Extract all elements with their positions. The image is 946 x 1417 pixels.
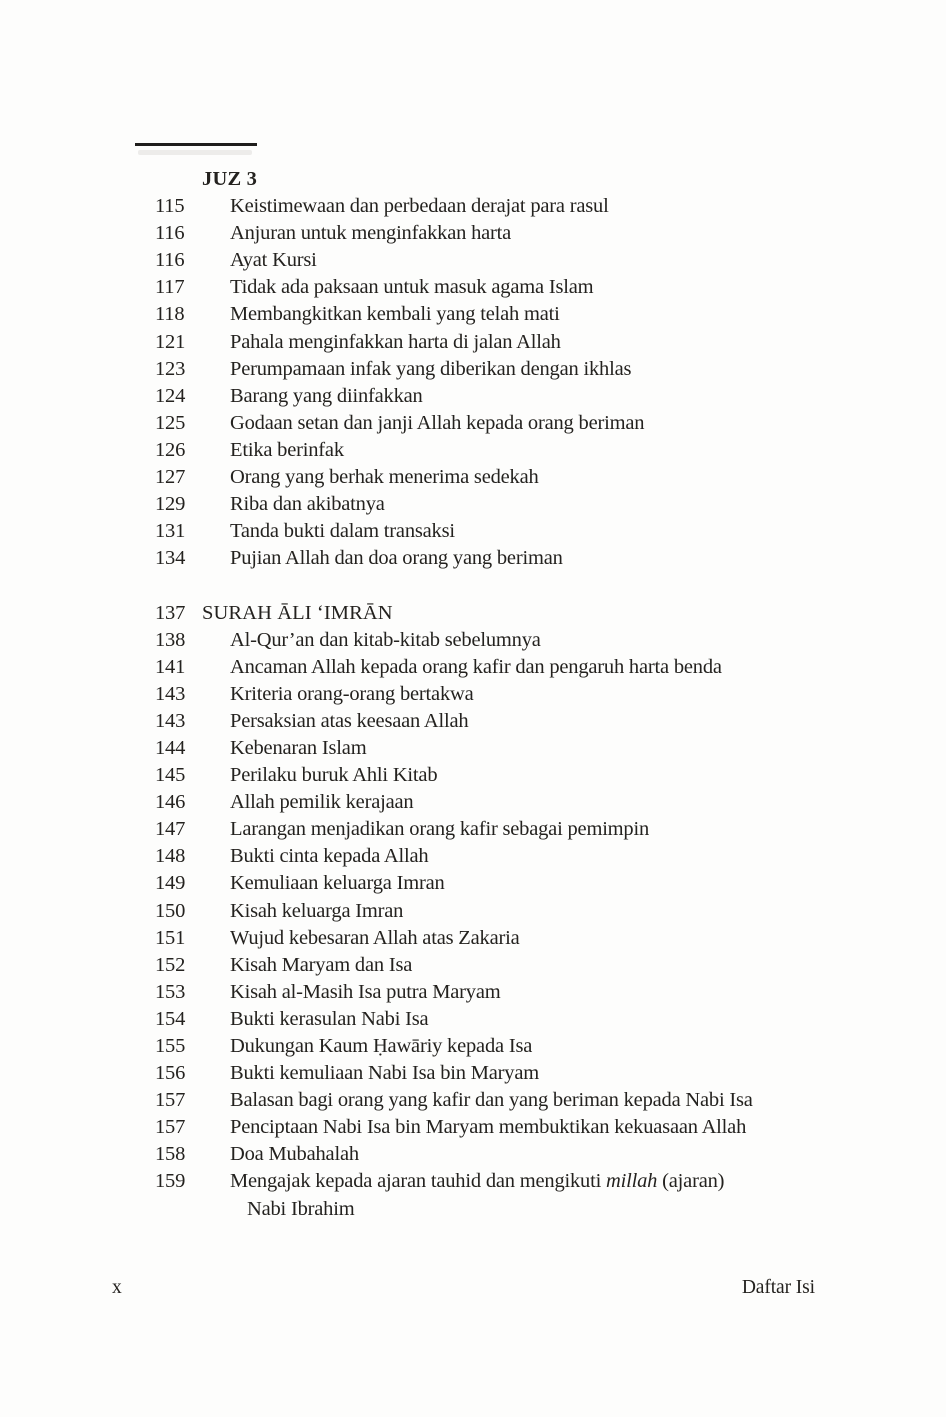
- page-number: 143: [155, 709, 186, 732]
- page-number: 131: [155, 520, 186, 543]
- page-number: 145: [155, 764, 186, 787]
- toc-row: [155, 329, 895, 356]
- toc-row: [155, 789, 895, 816]
- entry-title: Doa Mubahalah: [230, 1143, 359, 1166]
- page-number: 157: [155, 1089, 186, 1112]
- entry-title-suffix: (ajaran): [657, 1170, 725, 1193]
- page-number: 143: [155, 682, 186, 705]
- entry-title: Orang yang berhak menerima sedekah: [230, 466, 539, 489]
- page-number: 147: [155, 818, 186, 841]
- surah-item-list: [155, 627, 895, 1169]
- page-number: 152: [155, 953, 186, 976]
- toc-row: [155, 816, 895, 843]
- toc-row: [155, 383, 895, 410]
- toc-row: [155, 898, 895, 925]
- toc-row-wrapped: [155, 1168, 895, 1222]
- entry-title: Balasan bagi orang yang kafir dan yang beriman kepada Nabi Isa: [230, 1089, 753, 1112]
- toc-row: [155, 1060, 895, 1087]
- page-number: 148: [155, 845, 186, 868]
- toc-row: [155, 491, 895, 518]
- page-number: 115: [155, 195, 185, 218]
- page-number: 134: [155, 547, 186, 570]
- page-number: 144: [155, 736, 186, 759]
- toc-row: [155, 410, 895, 437]
- juz-item-list: [155, 193, 895, 572]
- page-number: 121: [155, 330, 186, 353]
- page-number: 151: [155, 926, 186, 949]
- toc-row: [155, 1033, 895, 1060]
- toc-row: [155, 356, 895, 383]
- toc-row: [155, 952, 895, 979]
- toc-row: [155, 193, 895, 220]
- toc-row: [155, 1006, 895, 1033]
- page-number: 118: [155, 303, 185, 326]
- running-footer-label: Daftar Isi: [741, 1277, 815, 1298]
- entry-title: Etika berinfak: [230, 438, 344, 461]
- page-number: 141: [155, 655, 186, 678]
- page-number: 137: [155, 601, 186, 624]
- page-number: 159: [155, 1170, 186, 1193]
- toc-row: [155, 654, 895, 681]
- page-number: 138: [155, 628, 186, 651]
- entry-title: Pujian Allah dan doa orang yang beriman: [230, 547, 563, 570]
- section-gap: [155, 572, 895, 599]
- page-number: 129: [155, 493, 186, 516]
- entry-title: Perilaku buruk Ahli Kitab: [230, 764, 438, 787]
- page-number: 155: [155, 1035, 186, 1057]
- toc-row: [155, 925, 895, 952]
- toc-row: [155, 220, 895, 247]
- entry-title: Kriteria orang-orang bertakwa: [230, 682, 474, 705]
- toc-row: [155, 518, 895, 545]
- entry-title: Larangan menjadikan orang kafir sebagai pemimpin: [230, 818, 650, 841]
- page-number: 153: [155, 980, 186, 1003]
- page-number: 149: [155, 872, 186, 895]
- toc-row: [155, 681, 895, 708]
- page-footer: [112, 1277, 815, 1299]
- toc-row: [155, 870, 895, 897]
- folio-page-number: x: [112, 1277, 122, 1298]
- entry-title: Keistimewaan dan perbedaan derajat para rasul: [230, 195, 609, 218]
- header-rule: [135, 143, 257, 146]
- entry-title: Ancaman Allah kepada orang kafir dan pengaruh harta benda: [230, 655, 722, 678]
- toc-row: [155, 545, 895, 572]
- entry-title-italic-term: millah: [606, 1170, 658, 1193]
- entry-title: Dukungan Kaum Ḥawāriy kepada Isa: [230, 1035, 533, 1057]
- toc-row: [155, 979, 895, 1006]
- page-number: 146: [155, 791, 186, 814]
- juz-header: JUZ 3: [202, 168, 258, 190]
- page-number: 116: [155, 222, 185, 245]
- entry-title: Membangkitkan kembali yang telah mati: [230, 303, 560, 326]
- toc-row: [155, 1114, 895, 1141]
- page-number: 157: [155, 1116, 186, 1139]
- entry-title-prefix: Mengajak kepada ajaran tauhid dan mengikuti: [230, 1170, 607, 1193]
- entry-title: [230, 1168, 724, 1222]
- entry-title: Perumpamaan infak yang diberikan dengan ikhlas: [230, 357, 632, 380]
- toc-row: [155, 437, 895, 464]
- entry-title: Tanda bukti dalam transaksi: [230, 520, 455, 543]
- juz-header-spacer: [155, 166, 202, 193]
- page-number: 125: [155, 411, 186, 434]
- entry-title: Ayat Kursi: [230, 249, 317, 272]
- entry-title: Bukti kerasulan Nabi Isa: [230, 1007, 429, 1030]
- entry-title: Kebenaran Islam: [230, 736, 367, 759]
- page-number: 126: [155, 438, 186, 461]
- toc-row: [155, 1087, 895, 1114]
- entry-title: Barang yang diinfakkan: [230, 384, 423, 407]
- page-number: 154: [155, 1007, 186, 1030]
- toc-row: [155, 708, 895, 735]
- toc-row: [155, 762, 895, 789]
- toc-row: [155, 464, 895, 491]
- toc-row: [155, 274, 895, 301]
- toc-row: [155, 843, 895, 870]
- page-number: 127: [155, 466, 186, 489]
- entry-title: Kemuliaan keluarga Imran: [230, 872, 445, 895]
- entry-title: Riba dan akibatnya: [230, 493, 385, 516]
- entry-title: Wujud kebesaran Allah atas Zakaria: [230, 926, 520, 949]
- entry-title: Bukti cinta kepada Allah: [230, 845, 429, 868]
- entry-title: Al-Qur’an dan kitab-kitab sebelumnya: [230, 628, 541, 651]
- header-rule-shadow: [138, 150, 252, 155]
- entry-title-continuation: Nabi Ibrahim: [247, 1197, 355, 1220]
- page-number: 117: [155, 276, 185, 299]
- entry-title: Kisah al-Masih Isa putra Maryam: [230, 980, 501, 1003]
- entry-title: Tidak ada paksaan untuk masuk agama Islam: [230, 276, 594, 299]
- toc-row: [155, 627, 895, 654]
- entry-title: Anjuran untuk menginfakkan harta: [230, 222, 512, 245]
- entry-title: Kisah keluarga Imran: [230, 899, 404, 922]
- toc-row: [155, 301, 895, 328]
- entry-title: Bukti kemuliaan Nabi Isa bin Maryam: [230, 1062, 539, 1085]
- toc-row: [155, 735, 895, 762]
- toc-row: [155, 1141, 895, 1168]
- surah-title: SURAH ĀLI ‘IMRĀN: [202, 601, 393, 624]
- page-number: 156: [155, 1062, 186, 1085]
- page-number: 123: [155, 357, 186, 380]
- entry-title: Penciptaan Nabi Isa bin Maryam membuktikan kekuasaan Allah: [230, 1116, 747, 1139]
- table-of-contents: [155, 166, 895, 1223]
- page-number: 150: [155, 899, 186, 922]
- juz-header-row: [155, 166, 895, 193]
- toc-row: [155, 247, 895, 274]
- page-number: 116: [155, 249, 185, 272]
- entry-title: Persaksian atas keesaan Allah: [230, 709, 469, 732]
- page-number: 124: [155, 384, 186, 407]
- entry-title: Allah pemilik kerajaan: [230, 791, 414, 814]
- entry-title: Kisah Maryam dan Isa: [230, 953, 413, 976]
- page-number: 158: [155, 1143, 186, 1166]
- surah-header-row: [155, 600, 895, 627]
- entry-title: Godaan setan dan janji Allah kepada orang beriman: [230, 411, 645, 434]
- entry-title: Pahala menginfakkan harta di jalan Allah: [230, 330, 561, 353]
